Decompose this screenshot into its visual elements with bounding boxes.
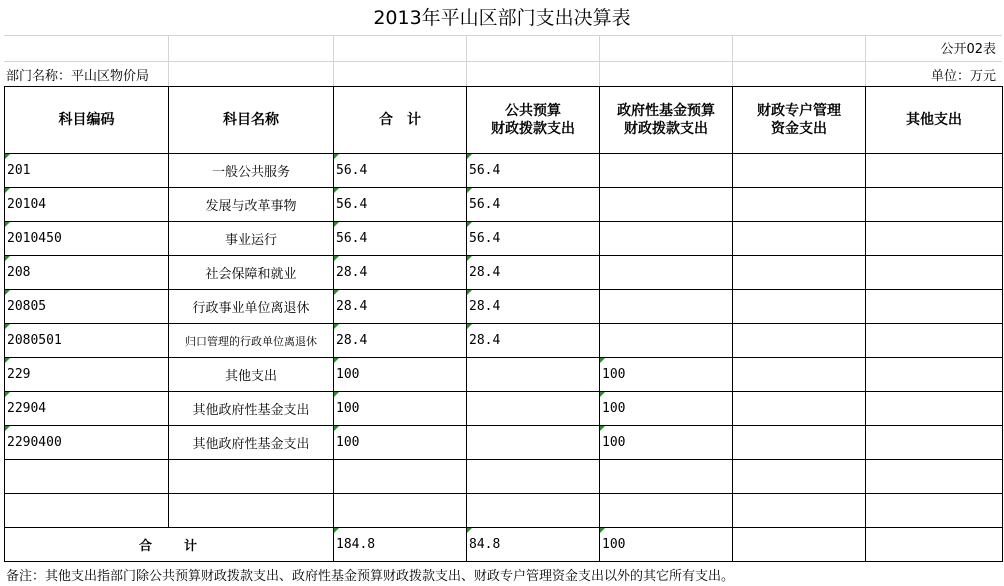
table-row [5, 222, 1003, 256]
cell-code[interactable]: 229 [5, 358, 169, 392]
cell-name[interactable]: 行政事业单位离退休 [169, 290, 334, 324]
header-code[interactable]: 科目编码 [5, 87, 169, 154]
cell-total[interactable]: 28.4 [334, 290, 467, 324]
cell-total[interactable] [334, 460, 467, 494]
header-special-account[interactable]: 财政专户管理 资金支出 [733, 87, 866, 154]
footnote: 备注：其他支出指部门除公共预算财政拨款支出、政府性基金预算财政拨款支出、财政专户管理资金支出以外的其它所有支出。 [6, 569, 735, 584]
cell-other[interactable] [866, 324, 1003, 358]
totals-fund[interactable]: 100 [600, 528, 733, 562]
form-number: 公开02表 [940, 42, 996, 57]
table-row [5, 290, 1003, 324]
cell-public[interactable]: 28.4 [467, 290, 600, 324]
cell-fund[interactable]: 100 [600, 392, 733, 426]
cell-fund[interactable] [600, 290, 733, 324]
table-row [5, 324, 1003, 358]
header-total[interactable]: 合 计 [334, 87, 467, 154]
table-row [5, 392, 1003, 426]
cell-public[interactable]: 56.4 [467, 222, 600, 256]
table-row [5, 256, 1003, 290]
cell-special[interactable] [733, 324, 866, 358]
totals-total[interactable]: 184.8 [334, 528, 467, 562]
totals-special[interactable] [733, 528, 866, 562]
cell-special[interactable] [733, 392, 866, 426]
cell-code[interactable]: 2290400 [5, 426, 169, 460]
cell-other[interactable] [866, 392, 1003, 426]
cell-name[interactable]: 事业运行 [169, 222, 334, 256]
cell-total[interactable]: 56.4 [334, 188, 467, 222]
cell-name[interactable]: 其他政府性基金支出 [169, 392, 334, 426]
cell-other[interactable] [866, 154, 1003, 188]
cell-other[interactable] [866, 494, 1003, 528]
department-label: 部门名称：平山区物价局 [6, 69, 150, 84]
gridline [333, 35, 334, 86]
cell-fund[interactable] [600, 188, 733, 222]
table-row [5, 460, 1003, 494]
gridline [466, 35, 467, 86]
cell-name[interactable]: 其他支出 [169, 358, 334, 392]
cell-public[interactable]: 28.4 [467, 324, 600, 358]
cell-public[interactable]: 56.4 [467, 154, 600, 188]
cell-other[interactable] [866, 222, 1003, 256]
cell-name[interactable] [169, 460, 334, 494]
cell-total[interactable]: 28.4 [334, 256, 467, 290]
cell-special[interactable] [733, 154, 866, 188]
expenditure-table [4, 86, 1003, 562]
cell-code[interactable] [5, 494, 169, 528]
cell-name[interactable] [169, 494, 334, 528]
cell-special[interactable] [733, 290, 866, 324]
cell-code[interactable]: 20104 [5, 188, 169, 222]
cell-code[interactable]: 22904 [5, 392, 169, 426]
cell-fund[interactable] [600, 494, 733, 528]
cell-code[interactable]: 2080501 [5, 324, 169, 358]
cell-total[interactable]: 100 [334, 358, 467, 392]
cell-special[interactable] [733, 358, 866, 392]
cell-public[interactable]: 28.4 [467, 256, 600, 290]
cell-public[interactable] [467, 426, 600, 460]
header-row [5, 87, 1003, 154]
gridline [599, 35, 600, 86]
table-row [5, 494, 1003, 528]
cell-other[interactable] [866, 358, 1003, 392]
cell-other[interactable] [866, 426, 1003, 460]
table-row [5, 358, 1003, 392]
cell-other[interactable] [866, 290, 1003, 324]
table-row [5, 154, 1003, 188]
cell-special[interactable] [733, 460, 866, 494]
cell-special[interactable] [733, 426, 866, 460]
gridline [168, 35, 169, 86]
cell-code[interactable]: 208 [5, 256, 169, 290]
header-name[interactable]: 科目名称 [169, 87, 334, 154]
totals-other[interactable] [866, 528, 1003, 562]
cell-special[interactable] [733, 256, 866, 290]
header-gov-fund[interactable]: 政府性基金预算 财政拨款支出 [600, 87, 733, 154]
cell-special[interactable] [733, 188, 866, 222]
table-row [5, 426, 1003, 460]
cell-other[interactable] [866, 256, 1003, 290]
cell-public[interactable] [467, 460, 600, 494]
header-other[interactable]: 其他支出 [866, 87, 1003, 154]
cell-total[interactable]: 56.4 [334, 154, 467, 188]
cell-public[interactable] [467, 392, 600, 426]
cell-total[interactable] [334, 494, 467, 528]
cell-name[interactable]: 社会保障和就业 [169, 256, 334, 290]
cell-name[interactable]: 归口管理的行政单位离退休 [169, 324, 334, 358]
unit-label: 单位：万元 [930, 69, 996, 84]
cell-code[interactable]: 2010450 [5, 222, 169, 256]
table-row [5, 188, 1003, 222]
cell-public[interactable] [467, 358, 600, 392]
cell-code[interactable]: 201 [5, 154, 169, 188]
cell-fund[interactable] [600, 324, 733, 358]
cell-name[interactable]: 一般公共服务 [169, 154, 334, 188]
cell-fund[interactable] [600, 154, 733, 188]
cell-public[interactable] [467, 494, 600, 528]
cell-special[interactable] [733, 222, 866, 256]
totals-row [5, 528, 1003, 562]
gridline [732, 35, 733, 86]
cell-total[interactable]: 56.4 [334, 222, 467, 256]
totals-label[interactable]: 合 计 [5, 528, 334, 562]
header-public-budget[interactable]: 公共预算 财政拨款支出 [467, 87, 600, 154]
cell-fund[interactable] [600, 460, 733, 494]
page-title: 2013年平山区部门支出决算表 [373, 7, 631, 29]
gridline [4, 61, 1002, 62]
cell-fund[interactable] [600, 256, 733, 290]
gridline [865, 35, 866, 86]
cell-public[interactable]: 56.4 [467, 188, 600, 222]
cell-special[interactable] [733, 494, 866, 528]
cell-total[interactable]: 28.4 [334, 324, 467, 358]
cell-name[interactable]: 其他政府性基金支出 [169, 426, 334, 460]
cell-fund[interactable]: 100 [600, 358, 733, 392]
cell-name[interactable]: 发展与改革事物 [169, 188, 334, 222]
cell-other[interactable] [866, 188, 1003, 222]
cell-total[interactable]: 100 [334, 426, 467, 460]
gridline [4, 35, 1002, 36]
cell-code[interactable]: 20805 [5, 290, 169, 324]
cell-fund[interactable]: 100 [600, 426, 733, 460]
cell-code[interactable] [5, 460, 169, 494]
cell-fund[interactable] [600, 222, 733, 256]
totals-public[interactable]: 84.8 [467, 528, 600, 562]
cell-other[interactable] [866, 460, 1003, 494]
cell-total[interactable]: 100 [334, 392, 467, 426]
